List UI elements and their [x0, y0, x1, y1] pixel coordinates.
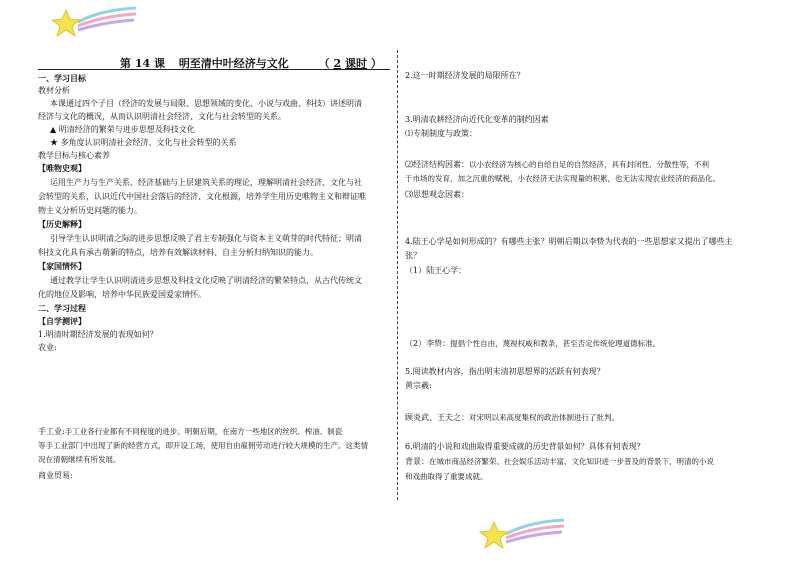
- question: 3.明清农耕经济向近代化变革的制约因素: [405, 115, 549, 124]
- paragraph: 化的地位及影响，培养中华民族爱国爱家情怀。: [38, 290, 206, 299]
- section-heading: 二、学习过程: [38, 303, 86, 313]
- background-answer: 背景：在城市商品经济繁荣、社会娱乐活动丰富、文化知识进一步普及的背景下，明清的小说: [405, 457, 714, 466]
- paragraph: 会转型的关系，认识近代中国社会落后的经济、文化根源，培养学生用历史唯物主义和辩证唯: [38, 192, 366, 201]
- section-heading: 一、学习目标: [38, 73, 86, 83]
- literacy-heading: 【家国情怀】: [38, 261, 86, 271]
- answer-label: 农业:: [38, 343, 57, 352]
- title-rule: [38, 69, 390, 70]
- question: 4.陆王心学是如何形成的？有哪些主张？明朝后期以李贽为代表的一些思想家又提出了哪些主: [405, 237, 733, 246]
- answer-label: ⑴专制制度与政策：: [405, 129, 477, 138]
- right-column: [405, 0, 757, 562]
- literacy-heading: 【唯物史观】: [38, 163, 86, 173]
- paragraph: 运用生产力与生产关系、经济基础与上层建筑关系的理论，理解明清社会经济、文化与社: [50, 178, 362, 187]
- handicraft-answer: 手工业:手工业各行业都有不同程度的进步。明朝后期，在南方一些地区的丝织、榨油、制瓷: [38, 427, 343, 436]
- gu-wang-answer: 顾炎武、王夫之：对宋明以来高度集权的政治体制进行了批判。: [405, 413, 619, 422]
- difficult-point: ★ 多角度认识明清社会经济、文化与社会转型的关系: [50, 138, 237, 147]
- li-zhi-answer: （2）李贽：提倡个性自由，蔑视权威和教条，甚至否定传统伦理道德标准。: [405, 339, 661, 348]
- handwritten-answer: 等手工业部门中出现了新的经营方式，即开设工场，使用自由雇佣劳动进行较大规模的生产。这类情: [38, 441, 368, 450]
- handwritten-answer: 和戏曲取得了重要成就。: [405, 472, 488, 481]
- economic-structure-answer: ⑵经济结构因素：以小农经济为核心的自给自足的自然经济，具有封闭性、分散性等，不利: [405, 160, 709, 169]
- paragraph: 本课通过四个子目（经济的发展与局限、思想领域的变化、小说与戏曲、科技）讲述明清: [50, 99, 362, 108]
- paragraph: 科技文化具有承古萌新的特点，培养有效解读材料、自主分析归纳知识的能力。: [38, 248, 318, 257]
- paragraph: 通过教学让学生认识明清进步思想及科技文化反映了明清经济的繁荣特点，从古代传统文: [50, 276, 362, 285]
- goals-label: 教学目标与核心素养: [38, 151, 110, 160]
- answer-label: ⑶思想观念因素：: [405, 190, 469, 199]
- question: 6.明清的小说和戏曲取得重要成就的历史背景如何？具体有何表现？: [405, 442, 645, 451]
- handwritten-answer: 况在清朝继续有所发展。: [38, 455, 121, 464]
- question: 1.明清时期经济发展的表现如何？: [38, 330, 158, 339]
- key-point: ▲ 明清经济的繁荣与进步思想及科技文化: [50, 125, 195, 134]
- paragraph: 经济与文化的概况，从而认识明清社会经济、文化与社会转型的关系。: [38, 112, 286, 121]
- literacy-heading: 【历史解释】: [38, 219, 86, 229]
- paragraph: 引导学生认识明清之际的进步思想反映了君主专制强化与资本主义萌芽的时代特征；明清: [50, 234, 362, 243]
- answer-label: 商业贸易:: [38, 471, 73, 480]
- handwritten-answer: 于市场的发育，加之沉重的赋税，小农经济无法实现量的积累，也无法实现农业经济的商品化。: [405, 174, 720, 183]
- page-title: 第 14 课 明至清中叶经济与文化 （ 2 课时 ）: [120, 57, 382, 70]
- self-test-heading: 【自学测评】: [38, 316, 86, 326]
- paragraph: 物主义分析历史问题的能力。: [38, 206, 142, 215]
- column-divider: [397, 50, 398, 500]
- question: 张？: [405, 251, 421, 260]
- left-column: [38, 0, 390, 562]
- teaching-analysis-label: 教材分析: [38, 86, 70, 95]
- question: 5.阅读教材内容，指出明末清初思想界的活跃有何表现？: [405, 367, 605, 376]
- answer-label: 黄宗羲:: [405, 381, 432, 390]
- answer-label: （1）陆王心学：: [405, 266, 467, 275]
- question: 2.这一时期经济发展的局限所在？: [405, 71, 525, 80]
